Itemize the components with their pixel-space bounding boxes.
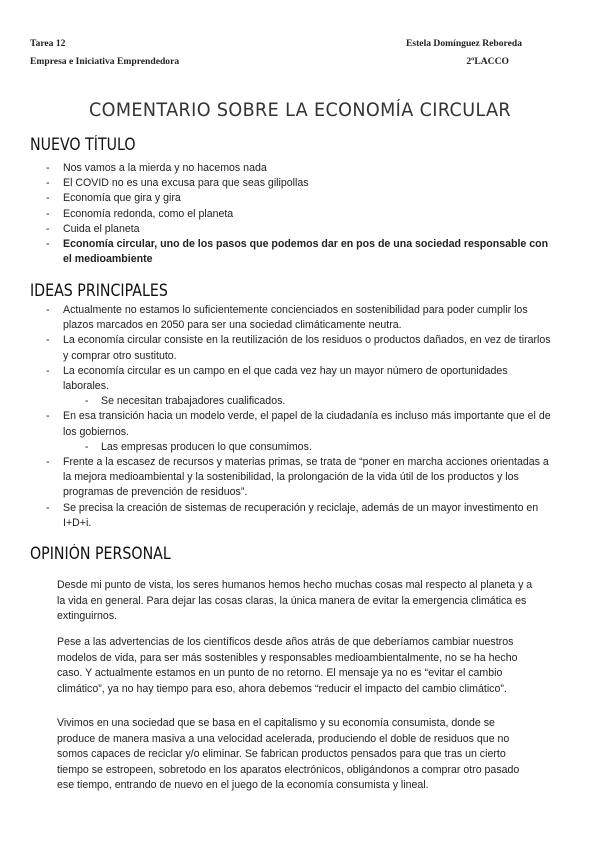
bullet-dash: - xyxy=(46,410,50,423)
bullet-dash: - xyxy=(46,334,50,347)
main-ideas-list xyxy=(0,303,600,531)
sub-list-item: - Se necesitan trabajadores cualificados. xyxy=(0,394,600,409)
bullet-dash: - xyxy=(46,304,50,316)
opinion-paragraph: Desde mi punto de vista, los seres humanos hemos hecho muchas cosas mal respecto al planeta y a la vida en general. Para dejar las cosas claras, la única manera de evitar la emergencia climática es extinguirnos. xyxy=(57,579,533,623)
sub-list-item: - Las empresas producen lo que consumimos. xyxy=(0,440,600,455)
list-item: - Frente a la escasez de recursos y materias primas, se trata de “poner en marcha acciones orientadas a la mejora medioambiental y la sostenibilidad, la prolongación de la vida útil de los productos y los programas de prevención de residuos”. xyxy=(46,456,549,499)
heading-ideas-principales: IDEAS PRINCIPALES xyxy=(30,281,168,300)
bullet-dash: - xyxy=(46,192,50,205)
heading-opinion-personal: OPINIÓN PERSONAL xyxy=(30,544,171,563)
list-item: - Nos vamos a la mierda y no hacemos nada xyxy=(0,161,600,176)
opinion-paragraph: Pese a las advertencias de los científicos desde años atrás de que deberíamos cambiar nuestros modelos de vida, para ser más sostenibles y responsables medioambientalmente, no se ha hecho caso. Y actualmente estamos en un punto de no retorno. El mensaje ya no es “evitar el cambio climático”, ya no hay tiempo para eso, ahora debemos “reducir el impacto del cambio climático”. xyxy=(57,636,518,695)
bullet-dash: - xyxy=(46,222,50,235)
title-ideas-list xyxy=(0,161,600,267)
bullet-dash: - xyxy=(46,238,50,251)
opinion-paragraph: Vivimos en una sociedad que se basa en el capitalismo y su economía consumista, donde se produce de manera masiva a una velocidad acelerada, produciendo el doble de residuos que no somos capaces de reciclar y/o eliminar. Se fabrican productos pensados para que tras un cierto tiempo se estropeen, sobretodo en los aparatos electrónicos, obligándonos a comprar otro pasado ese tiempo, entrando de nuevo en el juego de la economía consumista y lineal. xyxy=(57,717,520,792)
list-item: - La economía circular es un campo en el que cada vez hay un mayor número de oportunidades laborales. xyxy=(46,364,508,393)
list-item: - Economía que gira y gira xyxy=(0,191,600,206)
heading-nuevo-titulo: NUEVO TÍTULO xyxy=(30,135,136,154)
document-title: COMENTARIO SOBRE LA ECONOMÍA CIRCULAR xyxy=(88,100,512,121)
header-course: 2ºLACCO xyxy=(466,56,509,67)
list-item: - Se precisa la creación de sistemas de recuperación y reciclaje, además de un mayor investimento en I+D+i. xyxy=(46,501,539,529)
header-task: Tarea 12 xyxy=(30,38,66,49)
bullet-dash: - xyxy=(46,501,50,514)
list-item: - Actualmente no estamos lo suficientemente concienciados en sostenibilidad para poder cumplir los plazos marcados en 2050 para ser una sociedad climáticamente neutra. xyxy=(46,304,528,332)
bullet-dash: - xyxy=(46,456,50,469)
list-item: - En esa transición hacia un modelo verde, el papel de la ciudadanía es incluso más importante que el de los gobiernos. xyxy=(46,410,551,438)
bullet-dash: - xyxy=(85,395,89,408)
header-author: Estela Domínguez Reboreda xyxy=(405,38,522,49)
list-item: - Economía redonda, como el planeta xyxy=(0,207,600,222)
bullet-dash: - xyxy=(85,440,89,453)
bullet-dash: - xyxy=(46,207,50,220)
bullet-dash: - xyxy=(46,177,50,190)
list-item: - Cuida el planeta xyxy=(0,222,600,237)
list-item: - La economía circular consiste en la reutilización de los residuos o productos dañados, en vez de tirarlos y comprar otro sustituto. xyxy=(46,334,551,362)
bullet-dash: - xyxy=(46,162,50,174)
list-item: - El COVID no es una excusa para que seas gilipollas xyxy=(0,176,600,191)
list-item-selected-title: - Economía circular, uno de los pasos que podemos dar en pos de una sociedad responsable con el medioambiente xyxy=(46,238,549,266)
bullet-dash: - xyxy=(46,364,50,377)
header-subject: Empresa e Iniciativa Emprendedora xyxy=(30,56,180,67)
